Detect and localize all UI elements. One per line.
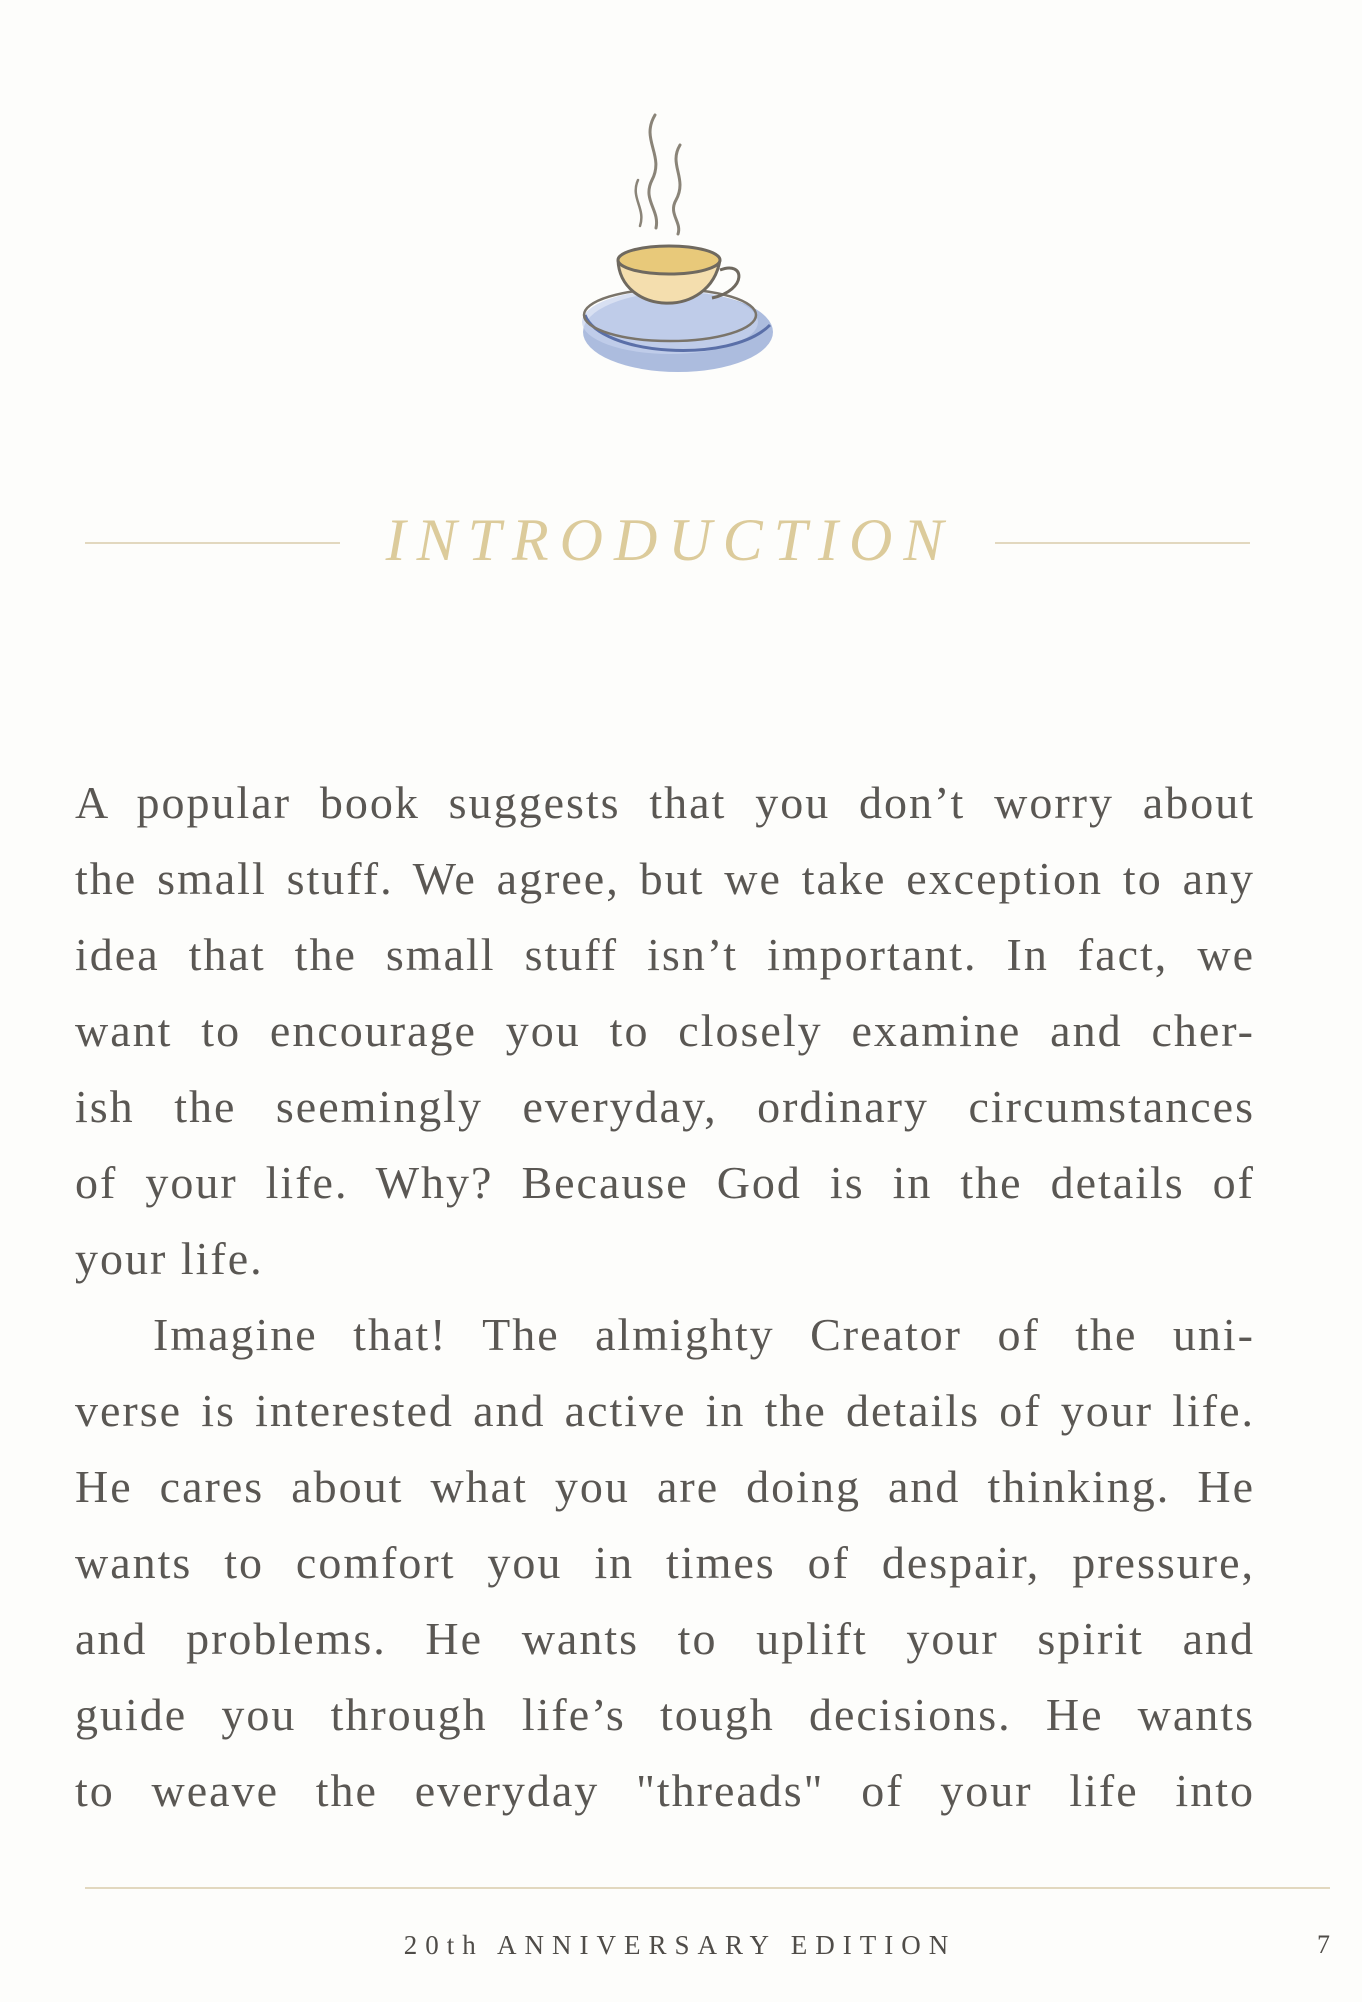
body-text [75,765,1255,1829]
text-line: verse is interested and active in the details of your life. [75,1385,1255,1436]
text-line: of your life. Why? Because God is in the details of [75,1157,1255,1208]
text-line: ish the seemingly everyday, ordinary circumstances [75,1081,1255,1132]
steaming-coffee-cup-icon [560,110,780,400]
paragraph [75,1297,1255,1829]
text-line: want to encourage you to closely examine and cher- [75,1005,1255,1056]
page-number: 7 [1317,1930,1330,1959]
text-line: guide you through life’s tough decisions. He wants [75,1689,1255,1740]
text-line: He cares about what you are doing and thinking. He [75,1461,1255,1512]
footer-rule [85,1887,1330,1889]
paragraph [75,765,1255,1297]
text-line: to weave the everyday "threads" of your life into [75,1765,1255,1816]
heading-rule-left [85,542,340,544]
text-line: the small stuff. We agree, but we take exception to any [75,853,1255,904]
text-line: idea that the small stuff isn’t important. In fact, we [75,929,1255,980]
text-line: A popular book suggests that you don’t worry about [75,777,1255,828]
heading-rule-right [995,542,1250,544]
text-line: Imagine that! The almighty Creator of the uni- [153,1309,1255,1360]
section-heading: INTRODUCTION [385,507,955,573]
edition-label: 20th ANNIVERSARY EDITION [403,1930,957,1960]
text-line: your life. [75,1233,264,1284]
text-line: and problems. He wants to uplift your spirit and [75,1613,1255,1664]
text-line: wants to comfort you in times of despair, pressure, [75,1537,1255,1588]
section-heading-row [0,500,1362,580]
